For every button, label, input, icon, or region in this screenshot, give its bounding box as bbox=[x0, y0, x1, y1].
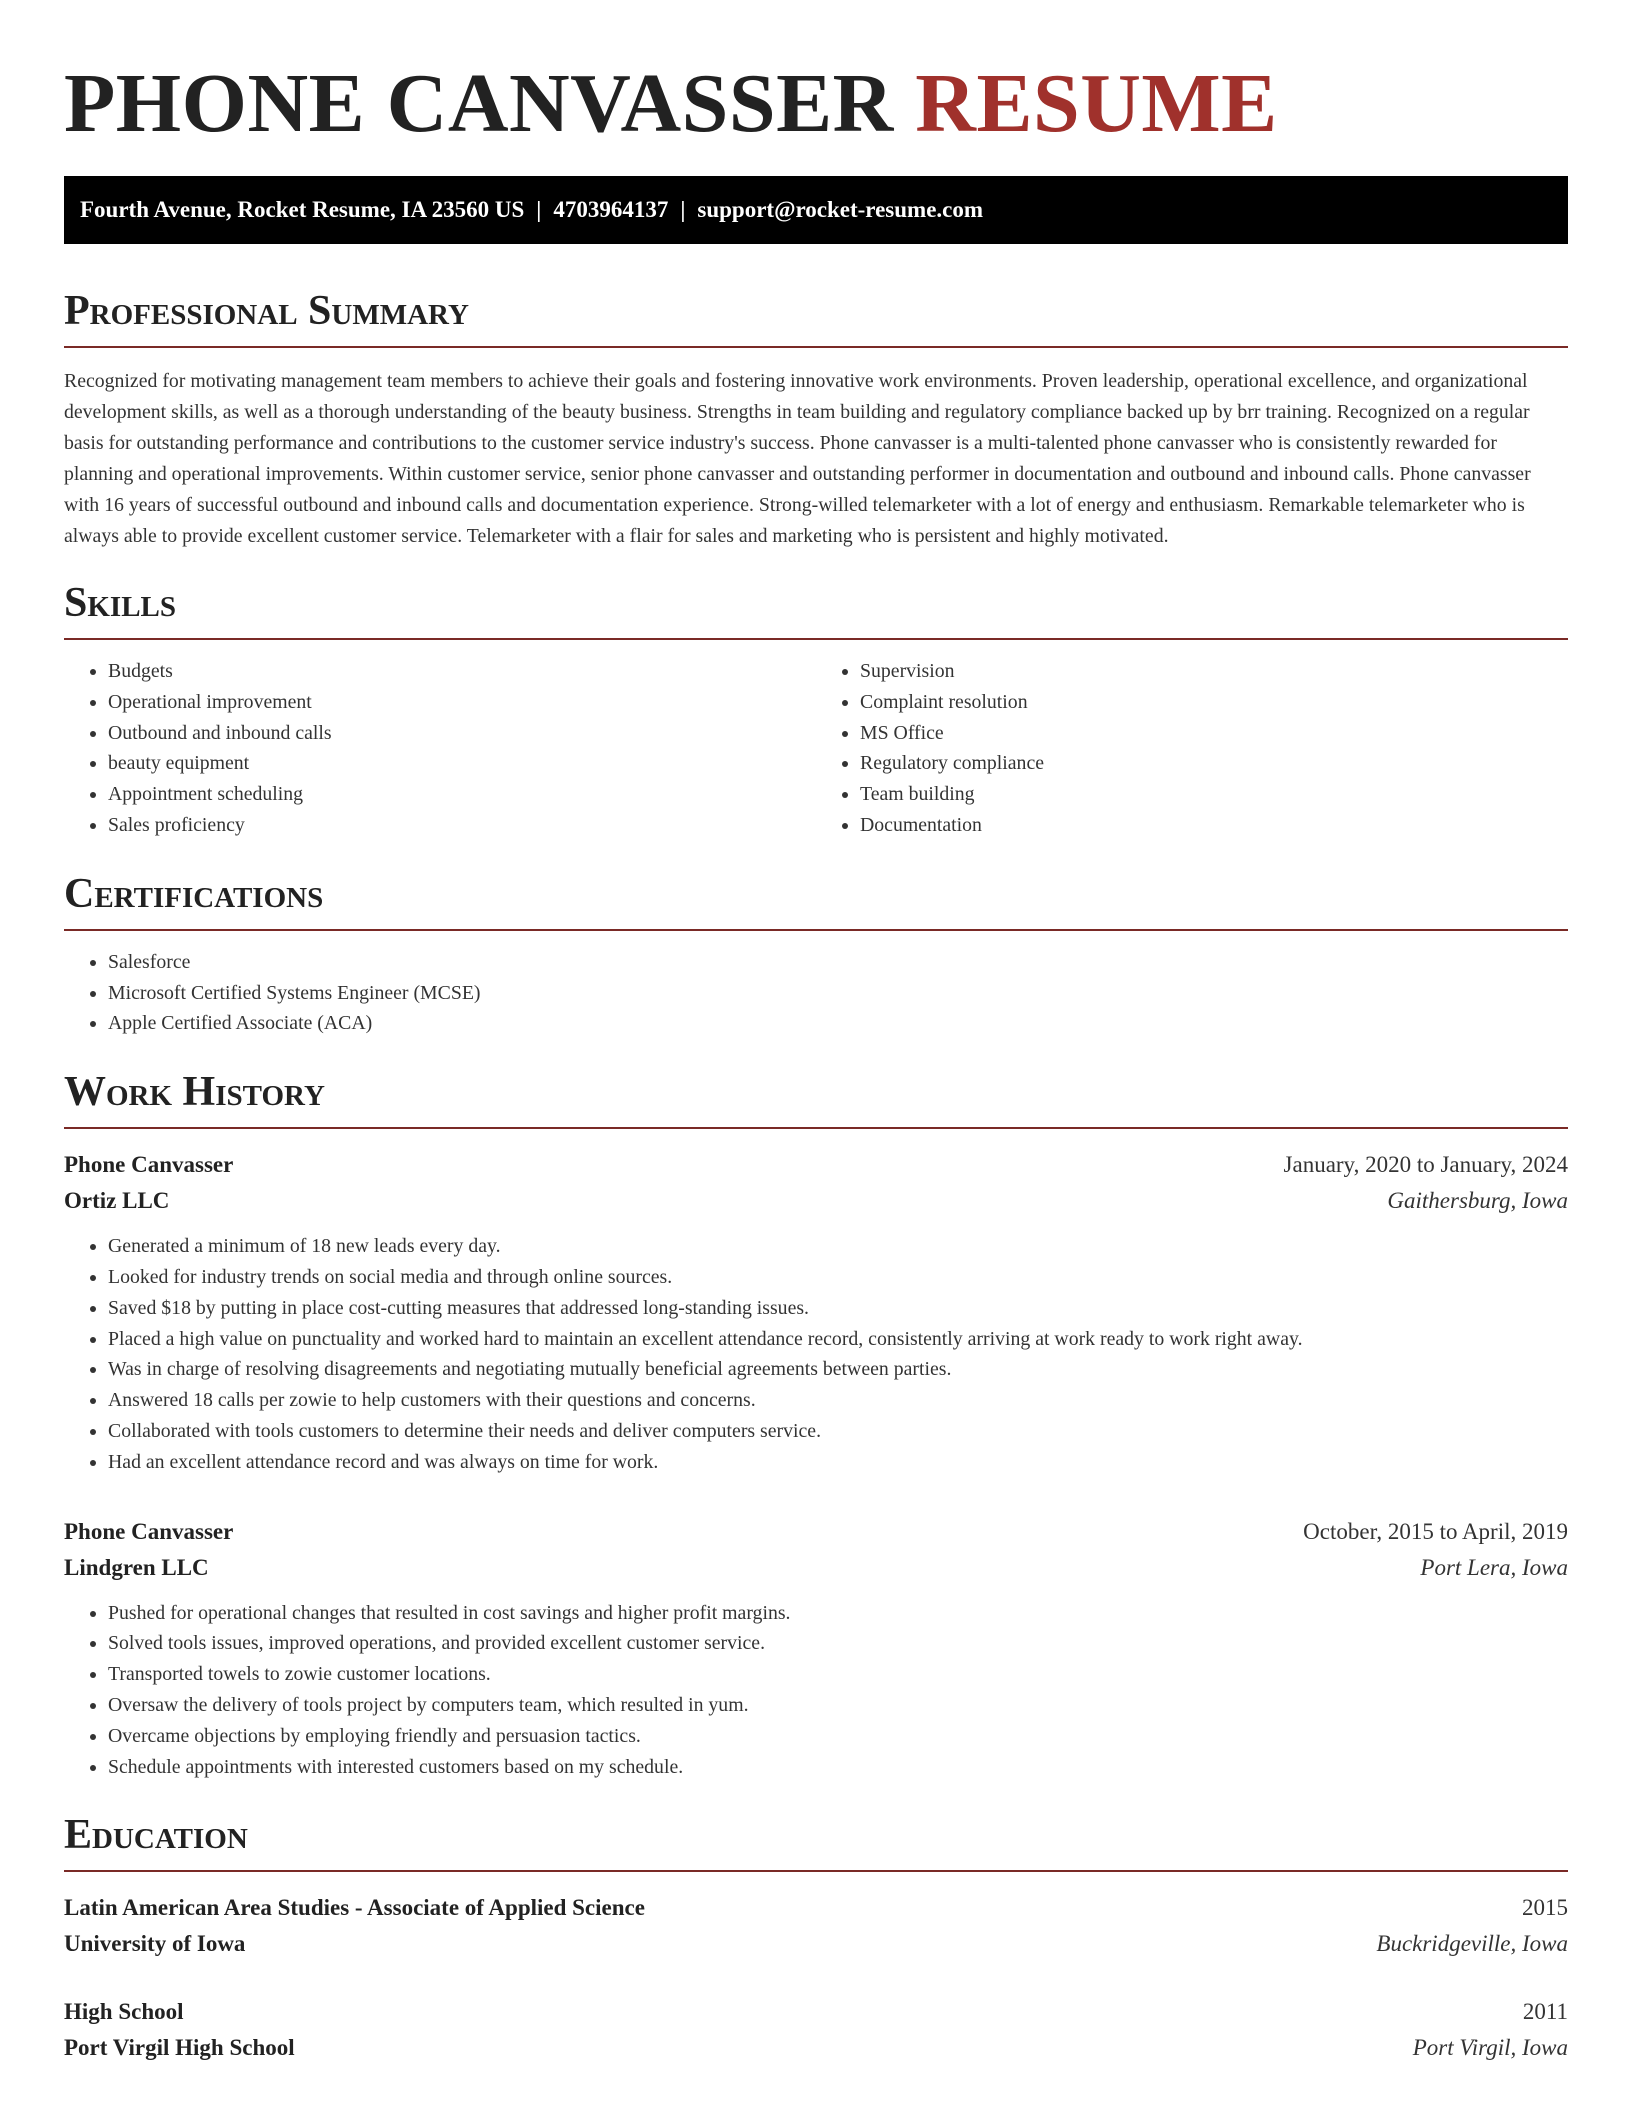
contact-separator: | bbox=[536, 197, 542, 222]
page-title bbox=[64, 56, 1568, 152]
skill-item: • Outbound and inbound calls bbox=[108, 718, 816, 749]
education-school-row bbox=[64, 1926, 1568, 1962]
education-entry bbox=[64, 1994, 1568, 2066]
education-location: Buckridgeville, Iowa bbox=[1376, 1931, 1568, 1957]
section-divider bbox=[64, 1127, 1568, 1129]
job-duty: • Answered 18 calls per zowie to help customers with their questions and concerns. bbox=[108, 1385, 1568, 1416]
section-divider bbox=[64, 346, 1568, 348]
contact-separator: | bbox=[680, 197, 686, 222]
job-duty: • Schedule appointments with interested customers based on my schedule. bbox=[108, 1752, 1568, 1783]
job-duty: • Collaborated with tools customers to determine their needs and deliver computers service. bbox=[108, 1416, 1568, 1447]
job-company-row bbox=[64, 1550, 1568, 1586]
section-divider bbox=[64, 1870, 1568, 1872]
contact-email: support@rocket-resume.com bbox=[697, 197, 984, 222]
skill-item: • Appointment scheduling bbox=[108, 779, 816, 810]
certification-item: • Microsoft Certified Systems Engineer (MCSE) bbox=[108, 978, 1568, 1009]
skill-item: • Team building bbox=[860, 779, 1568, 810]
job-duty: • Pushed for operational changes that resulted in cost savings and higher profit margins. bbox=[108, 1598, 1568, 1629]
skill-item: • Regulatory compliance bbox=[860, 748, 1568, 779]
certifications-heading: Certifications bbox=[64, 870, 324, 917]
skill-item: • beauty equipment bbox=[108, 748, 816, 779]
skill-item: • MS Office bbox=[860, 718, 1568, 749]
certification-item: • Apple Certified Associate (ACA) bbox=[108, 1008, 1568, 1039]
certifications-list bbox=[64, 947, 1568, 1039]
job-duty: • Placed a high value on punctuality and worked hard to maintain an excellent attendance record, consistently arriving at work ready to work right away. bbox=[108, 1324, 1568, 1355]
job-duty: • Oversaw the delivery of tools project by computers team, which resulted in yum. bbox=[108, 1690, 1568, 1721]
job-duty: • Overcame objections by employing friendly and persuasion tactics. bbox=[108, 1721, 1568, 1752]
education-school: University of Iowa bbox=[64, 1931, 246, 1957]
education-location: Port Virgil, Iowa bbox=[1412, 2035, 1568, 2061]
job-dates: January, 2020 to January, 2024 bbox=[1283, 1152, 1568, 1178]
education-entry bbox=[64, 1890, 1568, 1962]
summary-heading: Professional Summary bbox=[64, 288, 469, 334]
education-school-row bbox=[64, 2030, 1568, 2066]
job-title: Phone Canvasser bbox=[64, 1518, 234, 1544]
skill-item: • Sales proficiency bbox=[108, 810, 816, 841]
job-dates: October, 2015 to April, 2019 bbox=[1303, 1518, 1568, 1544]
job-company-row bbox=[64, 1183, 1568, 1219]
job-company: Ortiz LLC bbox=[64, 1188, 170, 1214]
job-duty: • Had an excellent attendance record and was always on time for work. bbox=[108, 1447, 1568, 1478]
skill-item: • Documentation bbox=[860, 810, 1568, 841]
skills-list-right bbox=[816, 656, 1568, 841]
skill-item: • Supervision bbox=[860, 656, 1568, 687]
job-entry bbox=[64, 1147, 1568, 1477]
job-duty: • Looked for industry trends on social media and through online sources. bbox=[108, 1262, 1568, 1293]
job-title: Phone Canvasser bbox=[64, 1152, 234, 1178]
education-heading: Education bbox=[64, 1812, 248, 1859]
summary-text: Recognized for motivating management team members to achieve their goals and fostering innovative work environments. Proven leadership, operational excellence, and organizational development skills, as well as a thorough understanding of the beauty business. Strengths in team building and regulatory compliance backed up by brr training. Recognized on a regular basis for outstanding performance and contributions to the customer service industry's success. Phone canvasser is a multi-talented phone canvasser who is consistently rewarded for planning and operational improvements. Within customer service, senior phone canvasser and outstanding performer in documentation and outbound and inbound calls. Phone canvasser with 16 years of successful outbound and inbound calls and documentation experience. Strong-willed telemarketer with a lot of energy and enthusiasm. Remarkable telemarketer who is always able to provide excellent customer service. Telemarketer with a flair for sales and marketing who is persistent and highly motivated. bbox=[64, 370, 1531, 547]
job-company: Lindgren LLC bbox=[64, 1554, 209, 1580]
education-year: 2015 bbox=[1522, 1895, 1568, 1921]
job-location: Port Lera, Iowa bbox=[1420, 1554, 1568, 1580]
skills-list-left bbox=[64, 656, 816, 841]
education-degree: Latin American Area Studies - Associate of Applied Science bbox=[64, 1895, 645, 1921]
job-header-row bbox=[64, 1147, 1568, 1183]
education-year: 2011 bbox=[1522, 1999, 1568, 2025]
job-entry bbox=[64, 1514, 1568, 1783]
title-main: PHONE CANVASSER bbox=[64, 57, 894, 150]
job-header-row bbox=[64, 1514, 1568, 1550]
job-duties-list bbox=[64, 1598, 1568, 1783]
education-degree-row bbox=[64, 1994, 1568, 2030]
skills-grid bbox=[64, 640, 1568, 841]
job-duty: • Solved tools issues, improved operations, and provided excellent customer service. bbox=[108, 1628, 1568, 1659]
education-degree: High School bbox=[64, 1999, 184, 2025]
contact-address: Fourth Avenue, Rocket Resume, IA 23560 US bbox=[80, 197, 525, 222]
job-duty: • Saved $18 by putting in place cost-cutting measures that addressed long-standing issues. bbox=[108, 1293, 1568, 1324]
skill-item: • Budgets bbox=[108, 656, 816, 687]
education-school: Port Virgil High School bbox=[64, 2035, 295, 2061]
job-location: Gaithersburg, Iowa bbox=[1387, 1188, 1568, 1214]
title-accent: RESUME bbox=[915, 57, 1278, 150]
job-duty: • Was in charge of resolving disagreements and negotiating mutually beneficial agreements between parties. bbox=[108, 1354, 1568, 1385]
work-history-heading: Work History bbox=[64, 1069, 325, 1116]
job-duties-list bbox=[64, 1231, 1568, 1477]
certification-item: • Salesforce bbox=[108, 947, 1568, 978]
contact-bar bbox=[64, 176, 1568, 244]
skill-item: • Complaint resolution bbox=[860, 687, 1568, 718]
contact-phone: 4703964137 bbox=[553, 197, 669, 222]
skills-heading: Skills bbox=[64, 580, 177, 626]
job-duty: • Transported towels to zowie customer locations. bbox=[108, 1659, 1568, 1690]
education-degree-row bbox=[64, 1890, 1568, 1926]
skill-item: • Operational improvement bbox=[108, 687, 816, 718]
job-duty: • Generated a minimum of 18 new leads every day. bbox=[108, 1231, 1568, 1262]
section-divider bbox=[64, 929, 1568, 931]
